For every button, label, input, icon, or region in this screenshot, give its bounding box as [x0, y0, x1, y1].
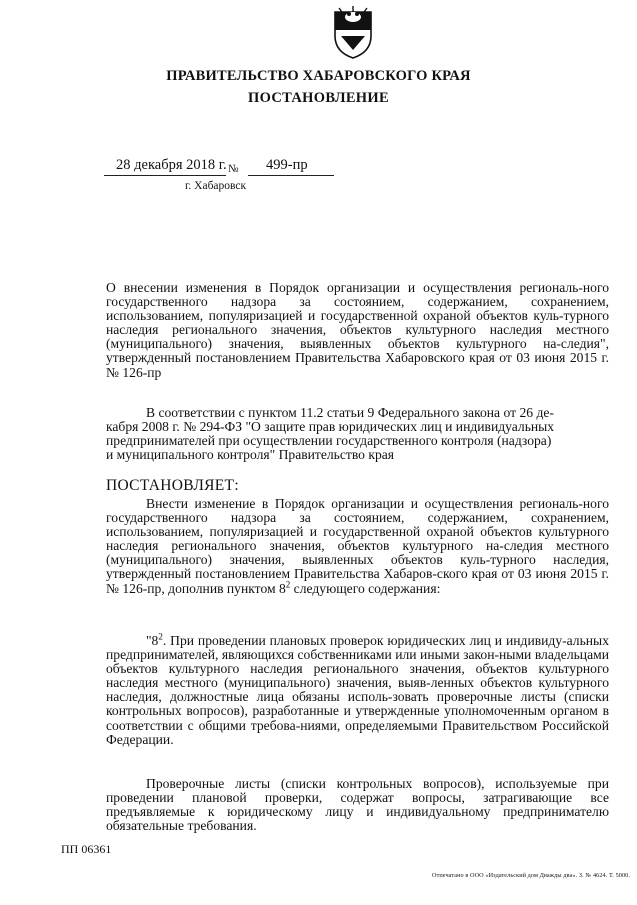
decree-number: 499-пр [266, 157, 308, 173]
decree-subject: О внесении изменения в Порядок организации и осуществления региональ-ного государственного надзора за состоянием, содержанием, сохранением, использованием, популяризацией и государственной охраной объектов куль-турного наследия регионального значения, объектов культурного наследия местного (муниципального) значения, выявленных объектов культурного на-следия", утвержденный постановлением Правительства Хабаровского края от 03 июня 2015 г. № 126-пр [106, 280, 609, 380]
number-underline [248, 175, 334, 176]
document-code: ПП 06361 [61, 842, 112, 856]
preamble-line: В соответствии с пунктом 11.2 статьи 9 Федерального закона от 26 де- [146, 405, 554, 420]
coat-of-arms-icon [331, 6, 375, 60]
government-title: ПРАВИТЕЛЬСТВО ХАБАРОВСКОГО КРАЯ [166, 68, 471, 84]
amendment-text: Внести изменение в Порядок организации и осуществления региональ-ного государственного надзора за состоянием, содержанием, сохранением, использованием, популяризацией и государственной охраной объектов культурного наследия регионального значения, объектов культурного на-следия местного (муниципального) значения, выявленных объектов куль-турного наследия, утвержденный постановлением Правительства Хабаров-ского края от 03 июня 2015 г. № 126-пр, дополнив пунктом 8 [106, 496, 609, 596]
printer-imprint: Отпечатано в ООО «Издательский дом Дважды два». З. № 4624. Т. 5000. [432, 872, 631, 879]
decree-date: 28 декабря 2018 г. [116, 157, 227, 173]
checklists-paragraph: Проверочные листы (списки контрольных вопросов), используемые при проведении плановой проверки, содержат вопросы, затрагивающие все предъявляемые к юридическому лицу и индивидуальному предпринимателю обязательные требования. [106, 776, 609, 834]
amendment-superscript: 2 [285, 579, 291, 590]
preamble-paragraph [106, 406, 609, 462]
new-clause-paragraph [106, 631, 609, 747]
amendment-text-end: следующего содержания: [290, 580, 441, 596]
document-type: ПОСТАНОВЛЕНИЕ [248, 90, 389, 106]
date-underline [104, 175, 226, 176]
clause-text: . При проведении плановых проверок юридических лиц и индивиду-альных предпринимателей, являющихся собственниками или иными закон-ными владельцами объектов культурного наследия регионального значения, объектов культурного наследия местного (муниципального) значения, выяв-ленных объектов культурного наследия, должностные лица обязаны исполь-зовать проверочные листы (списки контрольных вопросов), разработанные и утвержденные уполномоченным органом в соответствии с общими требова-ниями, определяемыми Правительством Российской Федерации. [106, 633, 609, 747]
preamble-line: и муниципального контроля" Правительство края [106, 447, 395, 463]
clause-number: "8 [146, 633, 159, 648]
clause-superscript: 2 [158, 631, 163, 642]
resolves-heading: ПОСТАНОВЛЯЕТ: [106, 477, 239, 494]
amendment-paragraph [106, 497, 609, 596]
city: г. Хабаровск [185, 180, 247, 192]
preamble-line: предпринимателей при осуществлении государственного контроля (надзора) [106, 433, 552, 449]
preamble-line: кабря 2008 г. № 294-ФЗ "О защите прав юридических лиц и индивидуальных [106, 419, 555, 435]
number-sign: № [228, 163, 239, 175]
